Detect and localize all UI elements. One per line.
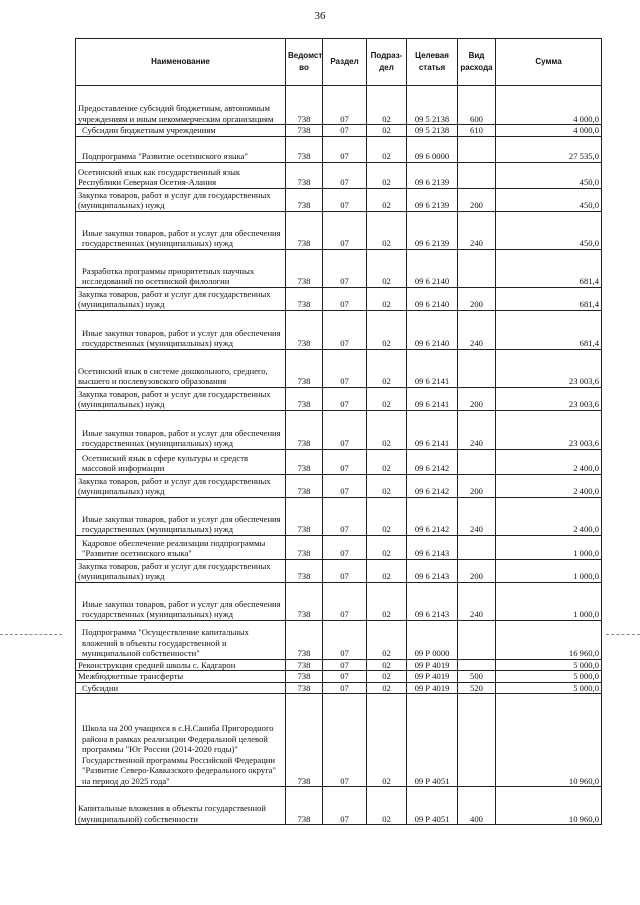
row-podrazdel: 02 (367, 188, 407, 211)
table-row (76, 474, 602, 497)
row-razdel: 07 (323, 694, 367, 787)
row-razdel: 07 (323, 474, 367, 497)
cut-line-right (606, 634, 640, 635)
row-razdel: 07 (323, 125, 367, 137)
row-celevaya-statya: 09 Р 4019 (407, 671, 458, 683)
row-vid-rashoda: 400 (458, 787, 496, 825)
row-podrazdel: 02 (367, 449, 407, 474)
row-name: Капитальные вложения в объекты государственной (муниципальной) собственности (76, 787, 286, 825)
row-celevaya-statya: 09 6 2140 (407, 249, 458, 287)
row-vedomstvo: 738 (286, 449, 323, 474)
row-podrazdel: 02 (367, 410, 407, 449)
row-summa: 23 003,6 (496, 387, 602, 410)
row-vedomstvo: 738 (286, 310, 323, 349)
row-name: Подпрограмма "Развитие осетинского языка" (76, 136, 286, 162)
row-vid-rashoda: 520 (458, 682, 496, 694)
row-name: Разработка программы приоритетных научных исследований по осетинской филологии (76, 249, 286, 287)
row-razdel: 07 (323, 387, 367, 410)
row-podrazdel: 02 (367, 671, 407, 683)
header-razdel: Раздел (323, 39, 367, 86)
header-name: Наименование (76, 39, 286, 86)
table-row (76, 188, 602, 211)
row-celevaya-statya: 09 6 2141 (407, 349, 458, 387)
table-row (76, 410, 602, 449)
row-summa: 681,4 (496, 249, 602, 287)
row-celevaya-statya: 09 6 2142 (407, 497, 458, 535)
cut-line-left (0, 634, 62, 635)
row-name: Иные закупки товаров, работ и услуг для обеспечения государственных (муниципальных) нужд (76, 310, 286, 349)
row-razdel: 07 (323, 136, 367, 162)
row-vedomstvo: 738 (286, 559, 323, 582)
row-vid-rashoda: 240 (458, 497, 496, 535)
row-razdel: 07 (323, 211, 367, 249)
row-vid-rashoda (458, 620, 496, 659)
row-razdel: 07 (323, 449, 367, 474)
row-name: Осетинский язык в сфере культуры и средств массовой информации (76, 449, 286, 474)
row-razdel: 07 (323, 349, 367, 387)
row-name: Закупка товаров, работ и услуг для государственных (муниципальных) нужд (76, 287, 286, 310)
row-summa: 4 000,0 (496, 125, 602, 137)
row-podrazdel: 02 (367, 387, 407, 410)
row-summa: 16 960,0 (496, 620, 602, 659)
row-summa: 5 000,0 (496, 671, 602, 683)
row-vedomstvo: 738 (286, 535, 323, 559)
header-vid: Вид расхода (458, 39, 496, 86)
row-celevaya-statya: 09 6 0000 (407, 136, 458, 162)
row-name: Закупка товаров, работ и услуг для государственных (муниципальных) нужд (76, 474, 286, 497)
row-vedomstvo: 738 (286, 188, 323, 211)
row-razdel: 07 (323, 582, 367, 620)
row-summa: 1 000,0 (496, 535, 602, 559)
row-celevaya-statya: 09 Р 4019 (407, 682, 458, 694)
header-celevaya: Целевая статья (407, 39, 458, 86)
row-vid-rashoda (458, 449, 496, 474)
row-vedomstvo: 738 (286, 86, 323, 125)
row-celevaya-statya: 09 Р 0000 (407, 620, 458, 659)
row-podrazdel: 02 (367, 535, 407, 559)
table-row (76, 287, 602, 310)
header-podrazdel: Подраз- дел (367, 39, 407, 86)
table-row (76, 694, 602, 787)
table-row (76, 582, 602, 620)
row-vedomstvo: 738 (286, 249, 323, 287)
row-celevaya-statya: 09 6 2141 (407, 387, 458, 410)
row-vid-rashoda (458, 136, 496, 162)
row-vid-rashoda: 200 (458, 474, 496, 497)
row-vedomstvo: 738 (286, 349, 323, 387)
row-vid-rashoda: 240 (458, 211, 496, 249)
row-razdel: 07 (323, 310, 367, 349)
row-podrazdel: 02 (367, 682, 407, 694)
row-vedomstvo: 738 (286, 474, 323, 497)
table-header-row (76, 39, 602, 86)
row-vedomstvo: 738 (286, 211, 323, 249)
row-vid-rashoda (458, 659, 496, 671)
row-vid-rashoda: 200 (458, 188, 496, 211)
row-celevaya-statya: 09 6 2139 (407, 211, 458, 249)
row-vid-rashoda (458, 162, 496, 188)
table-row (76, 86, 602, 125)
row-vedomstvo: 738 (286, 136, 323, 162)
row-podrazdel: 02 (367, 787, 407, 825)
row-razdel: 07 (323, 787, 367, 825)
row-celevaya-statya: 09 6 2142 (407, 449, 458, 474)
row-podrazdel: 02 (367, 310, 407, 349)
row-name: Школа на 200 учащихся в с.Н.Саниба Пригородного района в рамках реализации Федеральной целевой программы "Юг России (2014-2020 годы)" Государственной программы Российской Федерации "Развитие Северо-Кавказского федерального округа" на период до 2025 года" (76, 694, 286, 787)
row-vid-rashoda: 240 (458, 410, 496, 449)
row-razdel: 07 (323, 682, 367, 694)
row-vid-rashoda: 240 (458, 310, 496, 349)
row-summa: 1 000,0 (496, 582, 602, 620)
row-razdel: 07 (323, 620, 367, 659)
table-row (76, 659, 602, 671)
table-row (76, 136, 602, 162)
row-vid-rashoda (458, 349, 496, 387)
table-row (76, 162, 602, 188)
row-vedomstvo: 738 (286, 387, 323, 410)
row-podrazdel: 02 (367, 559, 407, 582)
row-celevaya-statya: 09 6 2143 (407, 582, 458, 620)
row-vedomstvo: 738 (286, 497, 323, 535)
table-row (76, 535, 602, 559)
table-row (76, 125, 602, 137)
row-summa: 10 960,0 (496, 787, 602, 825)
row-vedomstvo: 738 (286, 125, 323, 137)
row-summa: 5 000,0 (496, 659, 602, 671)
row-podrazdel: 02 (367, 287, 407, 310)
row-name: Иные закупки товаров, работ и услуг для обеспечения государственных (муниципальных) нужд (76, 582, 286, 620)
row-razdel: 07 (323, 86, 367, 125)
row-podrazdel: 02 (367, 125, 407, 137)
row-razdel: 07 (323, 559, 367, 582)
row-podrazdel: 02 (367, 249, 407, 287)
row-name: Закупка товаров, работ и услуг для государственных (муниципальных) нужд (76, 387, 286, 410)
row-vedomstvo: 738 (286, 682, 323, 694)
row-summa: 2 400,0 (496, 449, 602, 474)
row-vedomstvo: 738 (286, 787, 323, 825)
table-row (76, 211, 602, 249)
row-celevaya-statya: 09 6 2142 (407, 474, 458, 497)
table-body (76, 86, 602, 825)
row-podrazdel: 02 (367, 136, 407, 162)
row-vedomstvo: 738 (286, 671, 323, 683)
table-row (76, 449, 602, 474)
row-vedomstvo: 738 (286, 162, 323, 188)
row-razdel: 07 (323, 287, 367, 310)
row-name: Предоставление субсидий бюджетным, автономным учреждениям и иным некоммерческим организациям (76, 86, 286, 125)
table-row (76, 497, 602, 535)
row-celevaya-statya: 09 6 2140 (407, 310, 458, 349)
row-celevaya-statya: 09 6 2141 (407, 410, 458, 449)
row-vid-rashoda: 500 (458, 671, 496, 683)
row-name: Иные закупки товаров, работ и услуг для обеспечения государственных (муниципальных) нужд (76, 410, 286, 449)
row-razdel: 07 (323, 410, 367, 449)
table-row (76, 620, 602, 659)
table-row (76, 349, 602, 387)
row-summa: 4 000,0 (496, 86, 602, 125)
row-podrazdel: 02 (367, 474, 407, 497)
row-name: Закупка товаров, работ и услуг для государственных (муниципальных) нужд (76, 188, 286, 211)
row-vid-rashoda (458, 249, 496, 287)
row-summa: 27 535,0 (496, 136, 602, 162)
row-summa: 681,4 (496, 287, 602, 310)
row-celevaya-statya: 09 Р 4051 (407, 694, 458, 787)
row-podrazdel: 02 (367, 582, 407, 620)
row-razdel: 07 (323, 535, 367, 559)
row-summa: 23 003,6 (496, 349, 602, 387)
row-name: Межбюджетные трансферты (76, 671, 286, 683)
row-name: Кадровое обеспечение реализации подпрограммы "Развитие осетинского языка" (76, 535, 286, 559)
row-name: Иные закупки товаров, работ и услуг для обеспечения государственных (муниципальных) нужд (76, 211, 286, 249)
row-celevaya-statya: 09 Р 4051 (407, 787, 458, 825)
row-razdel: 07 (323, 249, 367, 287)
row-celevaya-statya: 09 5 2138 (407, 125, 458, 137)
row-summa: 10 960,0 (496, 694, 602, 787)
row-podrazdel: 02 (367, 497, 407, 535)
row-summa: 5 000,0 (496, 682, 602, 694)
row-vid-rashoda (458, 694, 496, 787)
row-vid-rashoda: 200 (458, 559, 496, 582)
row-razdel: 07 (323, 659, 367, 671)
row-razdel: 07 (323, 162, 367, 188)
row-summa: 2 400,0 (496, 474, 602, 497)
table-row (76, 671, 602, 683)
row-razdel: 07 (323, 188, 367, 211)
row-podrazdel: 02 (367, 620, 407, 659)
row-vedomstvo: 738 (286, 620, 323, 659)
row-summa: 2 400,0 (496, 497, 602, 535)
row-summa: 681,4 (496, 310, 602, 349)
budget-table (75, 38, 602, 825)
row-name: Иные закупки товаров, работ и услуг для обеспечения государственных (муниципальных) нужд (76, 497, 286, 535)
row-name: Субсидии бюджетным учреждениям (76, 125, 286, 137)
table-row (76, 787, 602, 825)
row-name: Подпрограмма "Осуществление капитальных вложений в объекты государственной и муниципальной собственности" (76, 620, 286, 659)
row-vedomstvo: 738 (286, 287, 323, 310)
row-summa: 450,0 (496, 188, 602, 211)
row-celevaya-statya: 09 5 2138 (407, 86, 458, 125)
table-row (76, 559, 602, 582)
row-vid-rashoda: 600 (458, 86, 496, 125)
row-vedomstvo: 738 (286, 659, 323, 671)
row-celevaya-statya: 09 6 2143 (407, 535, 458, 559)
row-vedomstvo: 738 (286, 410, 323, 449)
row-vid-rashoda: 200 (458, 287, 496, 310)
row-podrazdel: 02 (367, 211, 407, 249)
row-razdel: 07 (323, 671, 367, 683)
row-name: Субсидии (76, 682, 286, 694)
row-name: Осетинский язык в системе дошкольного, среднего, высшего и послевузовского образования (76, 349, 286, 387)
row-name: Закупка товаров, работ и услуг для государственных (муниципальных) нужд (76, 559, 286, 582)
row-summa: 450,0 (496, 162, 602, 188)
row-vid-rashoda: 610 (458, 125, 496, 137)
row-vid-rashoda (458, 535, 496, 559)
row-celevaya-statya: 09 Р 4019 (407, 659, 458, 671)
row-summa: 1 000,0 (496, 559, 602, 582)
row-podrazdel: 02 (367, 86, 407, 125)
table-row (76, 682, 602, 694)
row-summa: 450,0 (496, 211, 602, 249)
row-vedomstvo: 738 (286, 694, 323, 787)
header-vedomstvo: Ведомст во (286, 39, 323, 86)
row-podrazdel: 02 (367, 349, 407, 387)
row-name: Реконструкция средней школы с. Кадгарон (76, 659, 286, 671)
header-summa: Сумма (496, 39, 602, 86)
page-number: 36 (314, 10, 326, 22)
row-name: Осетинский язык как государственный язык Республики Северная Осетия-Алания (76, 162, 286, 188)
row-celevaya-statya: 09 6 2139 (407, 188, 458, 211)
table-row (76, 249, 602, 287)
table-row (76, 310, 602, 349)
row-celevaya-statya: 09 6 2140 (407, 287, 458, 310)
row-vid-rashoda: 200 (458, 387, 496, 410)
row-razdel: 07 (323, 497, 367, 535)
row-podrazdel: 02 (367, 162, 407, 188)
row-vid-rashoda: 240 (458, 582, 496, 620)
row-podrazdel: 02 (367, 659, 407, 671)
row-celevaya-statya: 09 6 2143 (407, 559, 458, 582)
table-row (76, 387, 602, 410)
row-summa: 23 003,6 (496, 410, 602, 449)
row-vedomstvo: 738 (286, 582, 323, 620)
row-celevaya-statya: 09 6 2139 (407, 162, 458, 188)
row-podrazdel: 02 (367, 694, 407, 787)
